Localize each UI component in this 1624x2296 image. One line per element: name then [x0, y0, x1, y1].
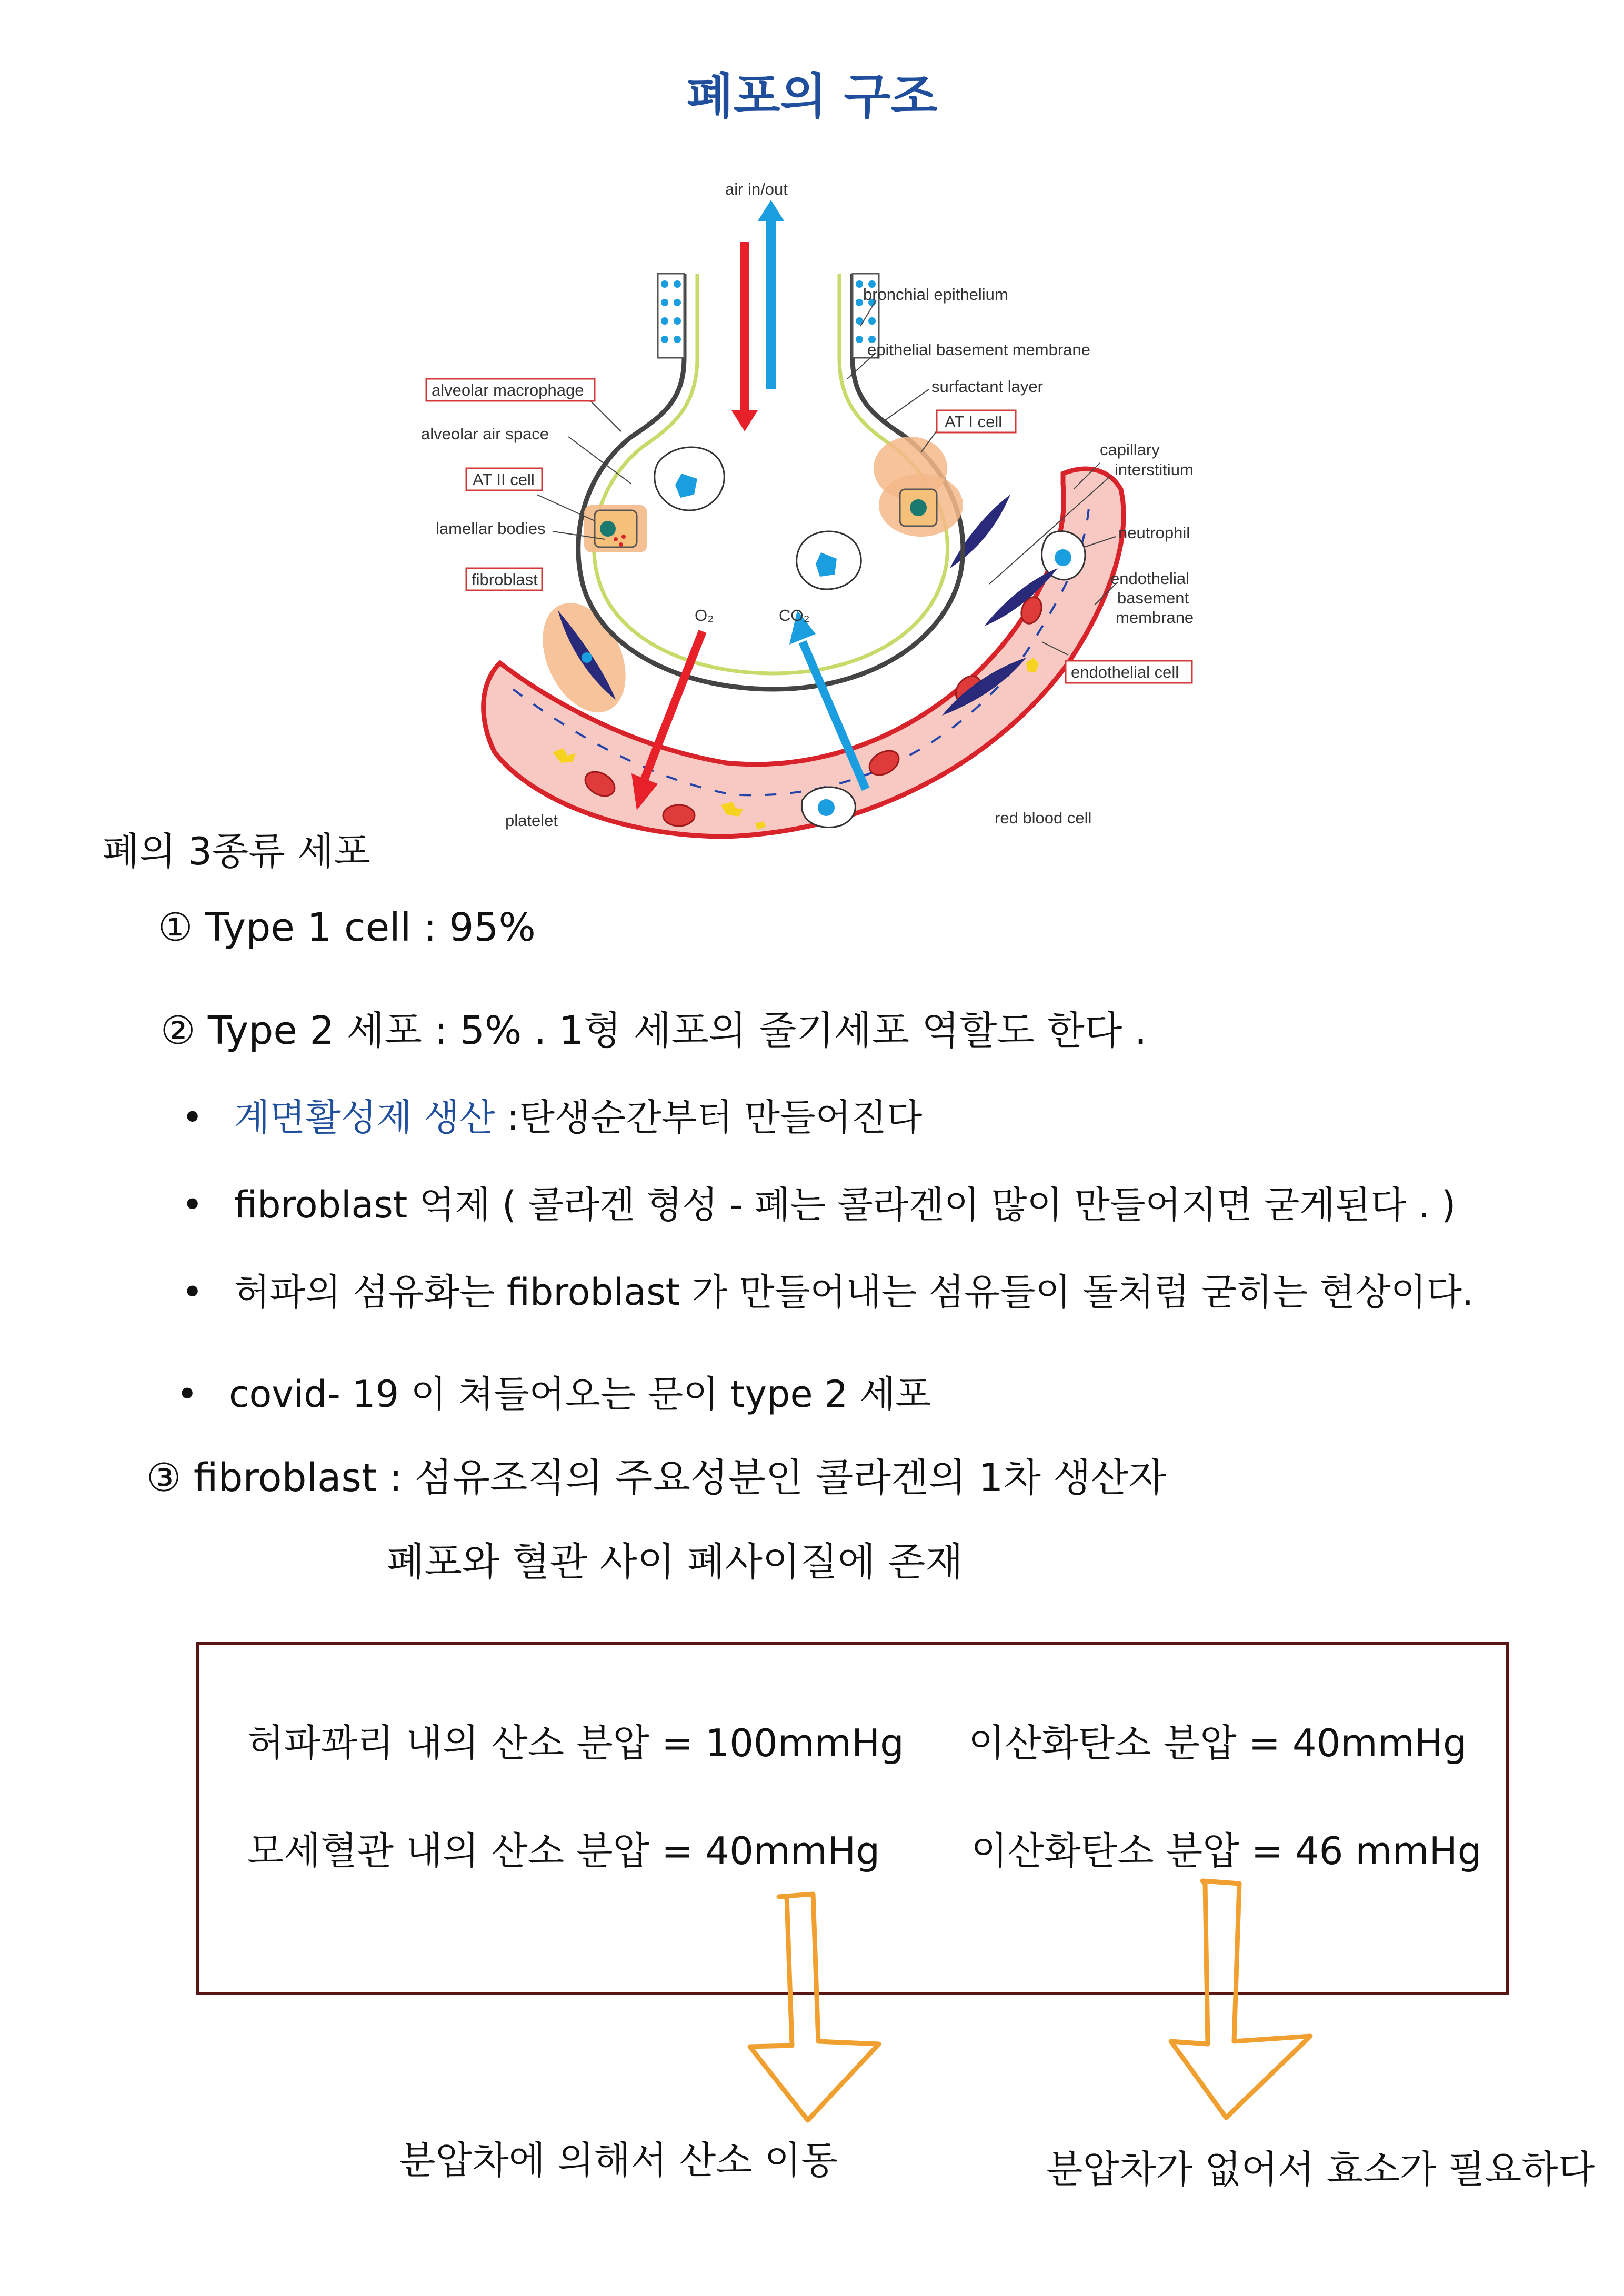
item3-line2: 폐포와 혈관 사이 폐사이질에 존재: [387, 1539, 963, 1585]
alveolar-o2-pressure: 허파꽈리 내의 산소 분압 = 100mmHg: [247, 1721, 904, 1765]
bullet3-text: 허파의 섬유화는 fibroblast 가 만들어내는 섬유들이 돌처럼 굳히는 현상이다.: [234, 1271, 1474, 1314]
label-air: air in/out: [725, 180, 788, 198]
page-title: 폐포의 구조: [686, 68, 938, 125]
label-at1: AT I cell: [945, 412, 1003, 431]
label-macrophage: alveolar macrophage: [432, 381, 584, 399]
bullet-dot: •: [182, 1271, 204, 1314]
alveolar-co2-pressure: 이산화탄소 분압 = 40mmHg: [968, 1721, 1467, 1765]
note-enzyme-needed: 분압차가 없어서 효소가 필요하다: [1046, 2147, 1595, 2191]
label-neutrophil: neutrophil: [1118, 523, 1190, 542]
label-capillary: capillary: [1100, 440, 1160, 459]
item2-text: : 5% . 1형 세포의 줄기세포 역할도 한다 .: [422, 1008, 1147, 1053]
bullet-dot: •: [176, 1373, 198, 1416]
label-platelet: platelet: [505, 811, 558, 830]
label-co2: CO₂: [779, 606, 810, 625]
item1-number: ①: [158, 905, 193, 950]
bullet-dot: •: [182, 1096, 204, 1139]
item1-text: : 95%: [411, 905, 536, 950]
label-endo-bm-1: endothelial: [1110, 569, 1189, 588]
label-rbc: red blood cell: [995, 809, 1092, 827]
label-surfactant: surfactant layer: [931, 377, 1043, 396]
capillary-co2-pressure: 이산화탄소 분압 = 46 mmHg: [971, 1829, 1482, 1873]
label-airspace: alveolar air space: [421, 425, 549, 443]
bullet1-text: :탄생순간부터 만들어진다: [495, 1096, 923, 1139]
arrow-down-right: [1171, 1881, 1310, 2118]
label-endo-bm-2: basement: [1117, 589, 1189, 607]
label-endo-bm-3: membrane: [1116, 608, 1194, 627]
capillary-o2-pressure: 모세혈관 내의 산소 분압 = 40mmHg: [247, 1829, 880, 1873]
label-ebm: epithelial basement membrane: [867, 340, 1090, 359]
bullet2-text: fibroblast 억제 ( 콜라겐 형성 - 폐는 콜라겐이 많이 만들어지면 굳게된다 . ): [234, 1183, 1456, 1226]
label-at2: AT II cell: [473, 470, 535, 489]
label-lamellar: lamellar bodies: [436, 519, 546, 538]
arrow-down-left: [750, 1894, 879, 2120]
label-o2: O₂: [695, 606, 714, 625]
item3-number: ③: [146, 1455, 182, 1501]
section-title: 폐의 3종류 세포: [103, 829, 370, 873]
label-bronchial: bronchial epithelium: [863, 285, 1008, 304]
item2-number: ②: [161, 1008, 196, 1053]
item3-highlight: fibroblast :: [193, 1455, 403, 1501]
bullet1-blue: 계면활성제 생산: [234, 1096, 495, 1139]
label-interstitium: interstitium: [1115, 460, 1194, 479]
note-oxygen-movement: 분압차에 의해서 산소 이동: [399, 2138, 838, 2182]
item3-text: 섬유조직의 주요성분인 콜라겐의 1차 생산자: [402, 1455, 1166, 1501]
item2-highlight: Type 2 세포: [208, 1000, 422, 1055]
label-fibroblast: fibroblast: [472, 570, 538, 589]
bullet4-text: covid- 19 이 쳐들어오는 문이 type 2 세포: [229, 1373, 931, 1416]
bullet-dot: •: [182, 1183, 204, 1226]
label-endothelial-cell: endothelial cell: [1071, 663, 1179, 681]
item1-highlight: Type 1 cell: [205, 905, 412, 950]
